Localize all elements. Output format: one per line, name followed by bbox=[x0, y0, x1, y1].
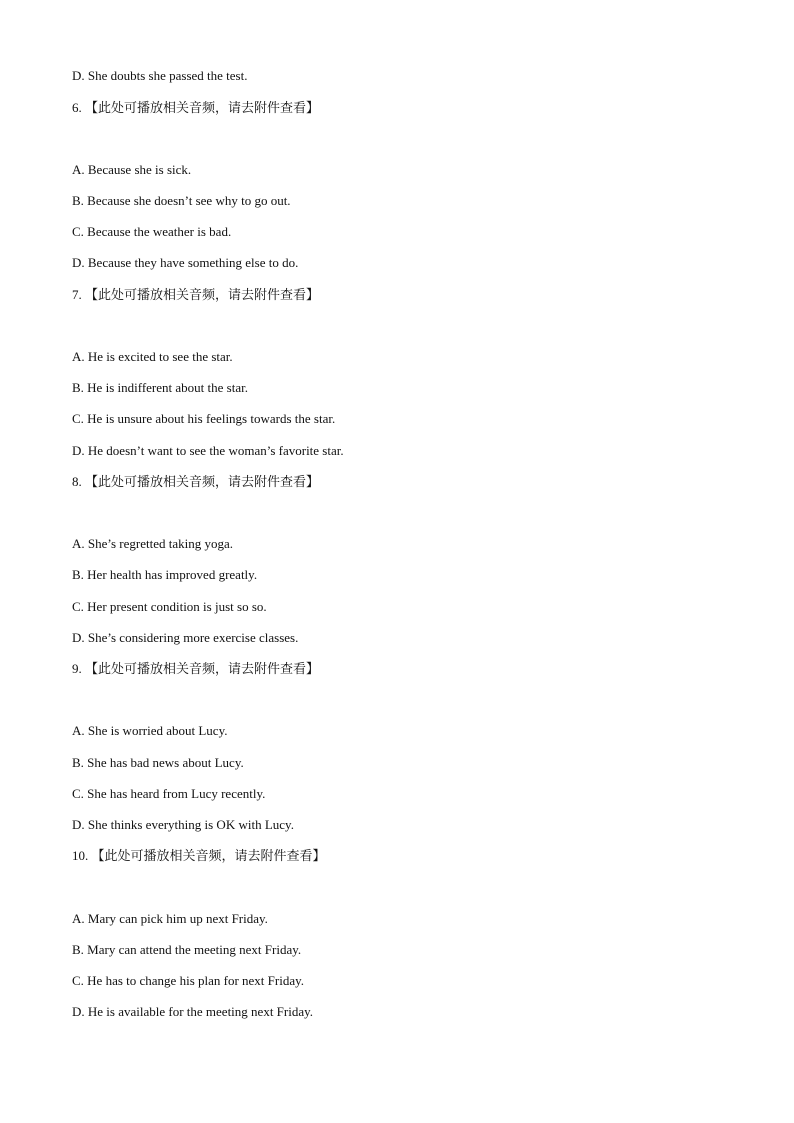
option-10-d: D. He is available for the meeting next Friday. bbox=[72, 1004, 314, 1019]
question-7-header bbox=[72, 287, 319, 304]
option-9-c: C. She has heard from Lucy recently. bbox=[72, 786, 266, 801]
option-6-a: A. Because she is sick. bbox=[72, 162, 192, 177]
option-6-d: D. Because they have something else to do. bbox=[72, 255, 299, 270]
audio-note: 【此处可播放相关音频，请去附件查看】 bbox=[85, 662, 320, 677]
question-8-header bbox=[72, 474, 319, 491]
option-9-a: A. She is worried about Lucy. bbox=[72, 723, 228, 738]
option-9-b: B. She has bad news about Lucy. bbox=[72, 755, 244, 770]
option-7-d: D. He doesn’t want to see the woman’s favorite star. bbox=[72, 443, 344, 458]
option-9-d: D. She thinks everything is OK with Lucy. bbox=[72, 817, 294, 832]
option-8-d: D. She’s considering more exercise classes. bbox=[72, 630, 299, 645]
option-7-a: A. He is excited to see the star. bbox=[72, 349, 233, 364]
audio-note: 【此处可播放相关音频，请去附件查看】 bbox=[91, 849, 326, 864]
option-8-c: C. Her present condition is just so so. bbox=[72, 599, 267, 614]
option-10-c: C. He has to change his plan for next Friday. bbox=[72, 973, 305, 988]
question-number: 6. bbox=[72, 100, 82, 115]
question-number: 8. bbox=[72, 474, 82, 489]
option-7-b: B. He is indifferent about the star. bbox=[72, 380, 248, 395]
audio-note: 【此处可播放相关音频，请去附件查看】 bbox=[85, 101, 320, 116]
audio-note: 【此处可播放相关音频，请去附件查看】 bbox=[85, 475, 320, 490]
audio-note: 【此处可播放相关音频，请去附件查看】 bbox=[85, 288, 320, 303]
question-number: 7. bbox=[72, 287, 82, 302]
question-6-header bbox=[72, 100, 319, 117]
question-number: 10. bbox=[72, 848, 89, 863]
option-6-c: C. Because the weather is bad. bbox=[72, 224, 232, 239]
question-10-header bbox=[72, 848, 326, 865]
option-8-b: B. Her health has improved greatly. bbox=[72, 567, 258, 582]
option-10-b: B. Mary can attend the meeting next Friday. bbox=[72, 942, 302, 957]
option-7-c: C. He is unsure about his feelings towards the star. bbox=[72, 411, 336, 426]
option-5-d: D. She doubts she passed the test. bbox=[72, 68, 248, 83]
option-8-a: A. She’s regretted taking yoga. bbox=[72, 536, 234, 551]
question-number: 9. bbox=[72, 661, 82, 676]
question-9-header bbox=[72, 661, 319, 678]
option-6-b: B. Because she doesn’t see why to go out. bbox=[72, 193, 291, 208]
option-10-a: A. Mary can pick him up next Friday. bbox=[72, 911, 268, 926]
